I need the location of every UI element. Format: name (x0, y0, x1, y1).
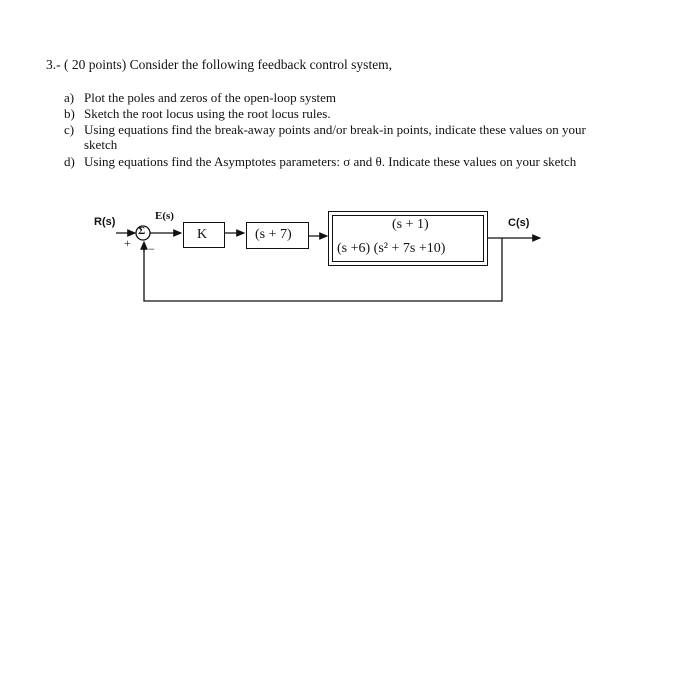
minus-sign: − (148, 242, 155, 256)
plant-block (328, 211, 488, 266)
summing-symbol: Σ (138, 225, 146, 237)
output-label: C(s) (508, 217, 530, 229)
gain-block (183, 222, 225, 248)
plant-denominator: (s +6) (s² + 7s +10) (337, 241, 446, 256)
item-label: d) (64, 154, 75, 169)
input-label: R(s) (94, 216, 116, 228)
plus-sign: + (124, 236, 131, 250)
plant-numerator: (s + 1) (392, 217, 429, 232)
item-label: a) (64, 90, 75, 105)
zero-block (246, 222, 309, 249)
question-title: 3.- ( 20 points) Consider the following feedback control system, (46, 57, 393, 72)
item-label: c) (64, 122, 75, 137)
item-text: Sketch the root locus using the root locus rules. (84, 106, 331, 121)
item-text: Using equations find the break-away points and/or break-in points, indicate these values on your (84, 122, 586, 137)
question-item-c-continuation: sketch (84, 137, 118, 152)
error-label: E(s) (155, 210, 174, 222)
item-text: Plot the poles and zeros of the open-loop system (84, 90, 337, 105)
zero-block-label: (s + 7) (255, 227, 292, 242)
item-label: b) (64, 106, 75, 121)
gain-block-label: K (197, 227, 208, 242)
item-text: Using equations find the Asymptotes parameters: σ and θ. Indicate these values on your sketch (84, 154, 577, 169)
